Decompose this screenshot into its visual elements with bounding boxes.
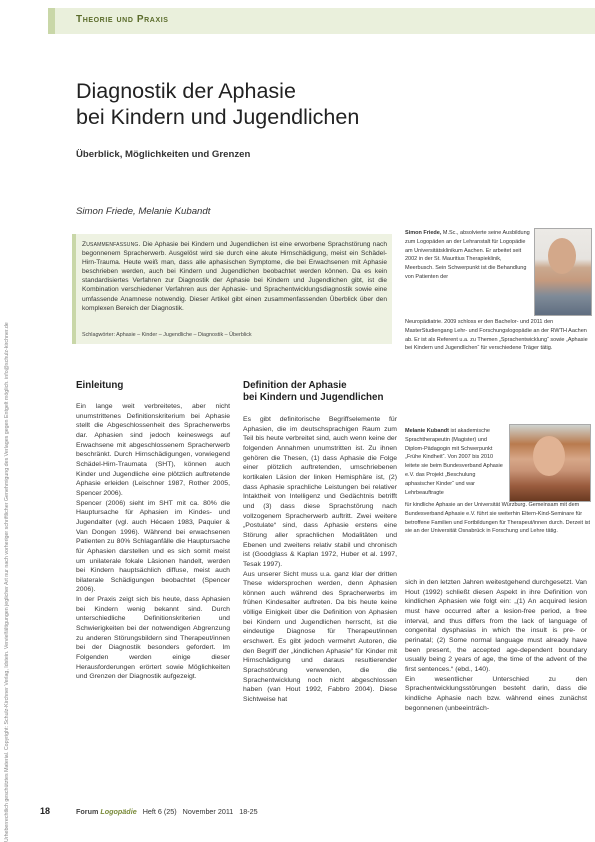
article-title-line: bei Kindern und Jugendlichen	[76, 105, 360, 129]
author-bio-friede-cont: Neuropädiatrie. 2009 schloss er den Bachelor- und 2011 den MasterStudiengang Lehr- und Forschungslogopädie an der RWTH Aachen ab. Er ist als Referent u.a. zu Themen „Sprachentwicklung“ sowie „Aphasie bei Kindern und Jugendlichen“ für verschiedene Träger tätig.	[405, 319, 588, 352]
footer-journal-logo: Logopädie	[100, 807, 137, 816]
footer-pages: 18-25	[239, 807, 258, 816]
article-title	[76, 78, 476, 130]
footer-issue: Heft 6 (25)	[142, 807, 177, 816]
author-bio-kubandt-cont: für kindliche Aphasie an der Universität Würzburg. Gemeinsam mit dem Bundesverband Aphasie e.V. führt sie weiterhin Eltern-Kind-Seminare für betroffene Familien und Fortbildungen für Therapeut/innen durch. Derzeit ist sie an der Universität Osnabrück in Forschung und Lehre tätig.	[405, 502, 591, 535]
abstract-keywords: Schlagwörter: Aphasie – Kinder – Jugendliche – Diagnostik – Überblick	[82, 332, 252, 338]
author-photo-face	[533, 436, 565, 476]
paragraph: Es gibt definitorische Begriffselemente für Aphasien, die im deutschsprachigen Raum zum Teil bis heute verbreitet sind, auch wenn keine der folgenden Annahmen unumstritten ist. Zu ihnen gehören die Thesen, (1) dass Aphasie die Folge einer plötzlich auftretenden, umschriebenen kortikalen Läsion der linken Hemisphäre ist, (2) dass Aphasie sprachliche Leistungen bei relativer Intaktheit von Intelligenz und Gedächtnis betrifft und (3) dass diese Sprachstörung nach vollzogenem Spracherwerb auftritt. Zwei weitere „Postulate“ sind, dass Aphasie erstens eine Störung aller sprachlichen Modalitäten und Ebenen und zweitens relativ stabil und chronisch ist (Goodglass & Kaplan 1972, Huber et al. 1997, Tesak 1997).	[243, 416, 397, 568]
article-title-line: Diagnostik der Aphasie	[76, 79, 296, 103]
paragraph: sich in den letzten Jahren weitestgehend durchgesetzt. Van Hout (1992) schließt diesen Aspekt in ihre Definition von kindlichen Aphasien wie folgt ein: „(1) An acquired lesion must have occurred after a lesion-free period, a free interval, and thus differs from the lack of language of congenital dysphasias in which the insult is pre- or perinatal; (2) Some normal language must already have been present, the accepted age-dependent boundary usually being 2 years of age, the time of the advent of the first sentences.“ (ebd., 140).	[405, 579, 587, 673]
page-footer	[76, 807, 258, 816]
paragraph: Ein lange weit verbreitetes, aber nicht unumstrittenes Definitionskriterium bei Aphasie stellt die Abgeschlossenheit des Spracherwerbs dar. Aphasien sind jedoch keineswegs auf Erwachsene mit abgeschlossenem Spracherwerb beschränkt. Durch Hirnschädigungen, vorwiegend Schädel-Hirn-Traumata (SHT), können auch Kinder und Jugendliche eine plötzlich auftretende Aphasie erleiden (Leischner 1987, Rother 2005, Spencer 2006).	[76, 403, 230, 497]
abstract-text	[82, 240, 387, 313]
body-column-3	[405, 578, 587, 713]
section-heading-line: bei Kindern und Jugendlichen	[243, 392, 384, 403]
page-number: 18	[40, 806, 51, 816]
paragraph: Ein wesentlicher Unterschied zu den Sprachentwicklungsstörungen besteht darin, dass die kindliche Aphasie nach bzw. während eines zunächst begonnenen (unbeeinträch-	[405, 675, 587, 712]
author-name: Simon Friede,	[405, 230, 442, 236]
author-photo-face	[548, 238, 576, 274]
author-bio-text: M.Sc., absolvierte seine Ausbildung zum Logopäden an der Lehranstalt für Logopädie am Universitätsklinikum Aachen. Er arbeitet seit 2002 in der St. Mauritius Therapieklinik, Meerbusch. Sein Schwerpunkt ist die Behandlung von Patienten der	[405, 230, 530, 280]
section-heading-definition	[243, 380, 403, 404]
article-subtitle: Überblick, Möglichkeiten und Grenzen	[76, 149, 251, 160]
abstract-label: Zusammenfassung.	[82, 241, 141, 248]
author-bio-kubandt	[405, 427, 505, 497]
section-header-accent	[48, 8, 55, 34]
section-heading-line: Definition der Aphasie	[243, 380, 347, 391]
body-column-1	[76, 402, 230, 682]
footer-date: November 2011	[182, 807, 234, 816]
body-column-2	[243, 415, 397, 705]
section-title: Theorie und Praxis	[76, 14, 169, 25]
copyright-notice: Urheberrechtlich geschütztes Material. Copyright: Schulz-Kirchner Verlag, Idstein. Vervielfältigungen jeglicher Art nur nach vorheriger schriftlicher Genehmigung des Verlages gegen Entgelt möglich. info@schulz-kirchner.de	[4, 322, 10, 842]
paragraph: Aus unserer Sicht muss u.a. ganz klar der dritten These widersprochen werden, denn Aphasien können auch während des Spracherwerbs im frühen Kindesalter auftreten. Da bis heute keine völlige Einigkeit über die Definition von Aphasien bei Kindern und Jugendlichen herrscht, ist die eindeutige Diagnose für Therapeut/innen erschwert. Es gibt jedoch vermehrt Autoren, die den Begriff der „kindlichen Aphasie“ für Kinder mit Hirnschädigung und daraus resultierender Sprachstörung verwenden, die die Sprachentwicklung noch nicht abgeschlossen haben (van Hout 1992, Fabbro 2004). Diese Sichtweise hat	[243, 570, 397, 704]
section-heading-einleitung: Einleitung	[76, 380, 124, 391]
author-bio-friede	[405, 229, 531, 282]
abstract-body: Die Aphasie bei Kindern und Jugendlichen ist eine erworbene Sprachstörung nach begonnenem Spracherwerb. Ausgelöst wird sie durch eine akute Hirnschädigung, meist ein Schädel-Hirn-Trauma. Heute weiß man, dass alle aphasischen Symptome, die bei Erwachsenen mit Aphasie beschrieben werden, auch bei Kindern und Jugendlichen beobachtet werden können. Da es kein standardisiertes Verfahren zur Diagnostik der Aphasie bei Kindern und Jugendlichen gibt, ist die Kombination verschiedener Verfahren aus der Aphasie- und Sprachentwicklungsdiagnostik sowie eine umfassende Anamnese notwendig. Dieser Artikel gibt einen zusammenfassenden Überblick über den komplexen Bereich der Diagnostik.	[82, 241, 387, 312]
paragraph: Spencer (2006) sieht im SHT mit ca. 80% die Hauptursache für Aphasien im Kindes- und Jugendalter (vgl. auch Hécaen 1983, Paquier & Van Dongen 1996). Während bei erwachsenen Patienten zu 80% Schlaganfälle die Hauptursache für Aphasien darstellen und es sich somit meist um unilaterale fokale Läsionen handelt, werden bei Kindern hauptsächlich diffuse, meist auch bilaterale Schädigungen beobachtet (Spencer 2006).	[76, 499, 230, 594]
author-name: Melanie Kubandt	[405, 428, 450, 434]
author-bio-text: ist akademische Sprachtherapeutin (Magister) und Diplom-Pädagogin mit Schwerpunkt „Frühe Kindheit“. Von 2007 bis 2010 leitete sie beim Bundesverband Aphasie e.V. das Projekt „Beschulung aphasischer Kinder“ und war Lehrbeauftragte	[405, 428, 503, 496]
paragraph: In der Praxis zeigt sich bis heute, dass Aphasien bei Kindern wenig bekannt sind. Durch unterschiedliche Definitionskriterien und Schwierigkeiten bei der notwendigen Abgrenzung zu anderen Störungsbildern sind Therapeut/innen bei der Diagnostik besonders gefordert. Im Folgenden werden einige dieser Herausforderungen erörtert sowie Möglichkeiten und Grenzen der Diagnostik aufgezeigt.	[76, 596, 230, 681]
footer-forum: Forum	[76, 807, 99, 816]
article-authors: Simon Friede, Melanie Kubandt	[76, 206, 211, 217]
